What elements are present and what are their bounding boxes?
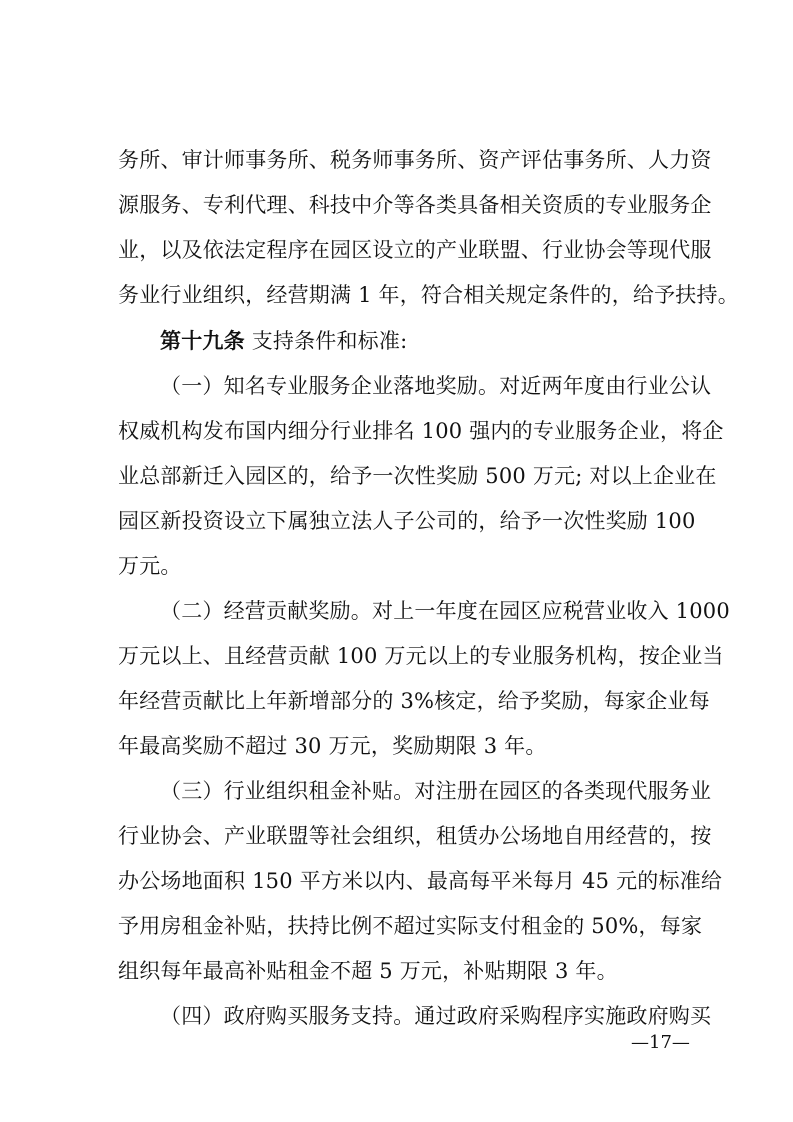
item3-line-3: 办公场地面积 150 平方米以内、最高每平米每月 45 元的标准给 xyxy=(118,869,723,893)
body-line-1: 务所、审计师事务所、税务师事务所、资产评估事务所、人力资 xyxy=(118,148,712,172)
body-line-4: 务业行业组织，经营期满 1 年，符合相关规定条件的，给予扶持。 xyxy=(118,283,739,307)
item3-line-1: （三）行业组织租金补贴。对注册在园区的各类现代服务业 xyxy=(160,779,712,803)
item2-line-4: 年最高奖励不超过 30 万元，奖励期限 3 年。 xyxy=(118,734,547,758)
item1-line-1: （一）知名专业服务企业落地奖励。对近两年度由行业公认 xyxy=(160,374,712,398)
item4-line-1: （四）政府购买服务支持。通过政府采购程序实施政府购买 xyxy=(160,1004,712,1028)
article-heading-line xyxy=(160,327,730,355)
item3-line-4: 予用房租金补贴，扶持比例不超过实际支付租金的 50%，每家 xyxy=(118,914,703,938)
body-line-3: 业，以及依法定程序在园区设立的产业联盟、行业协会等现代服 xyxy=(118,238,712,262)
item1-line-2: 权威机构发布国内细分行业排名 100 强内的专业服务企业，将企 xyxy=(118,419,724,443)
page-number: —17— xyxy=(631,1032,690,1053)
article-title: 支持条件和标准: xyxy=(244,329,408,353)
item1-line-5: 万元。 xyxy=(118,554,182,578)
body-line-2: 源服务、专利代理、科技中介等各类具备相关资质的专业服务企 xyxy=(118,193,712,217)
item2-line-2: 万元以上、且经营贡献 100 万元以上的专业服务机构，按企业当 xyxy=(118,644,724,668)
item3-line-2: 行业协会、产业联盟等社会组织，租赁办公场地自用经营的，按 xyxy=(118,824,712,848)
item2-line-1: （二）经营贡献奖励。对上一年度在园区应税营业收入 1000 xyxy=(160,599,730,623)
item2-line-3: 年经营贡献比上年新增部分的 3%核定，给予奖励，每家企业每 xyxy=(118,689,710,713)
article-number: 第十九条 xyxy=(160,328,245,353)
item3-line-5: 组织每年最高补贴租金不超 5 万元，补贴期限 3 年。 xyxy=(118,959,618,983)
item1-line-4: 园区新投资设立下属独立法人子公司的，给予一次性奖励 100 xyxy=(118,509,696,533)
item1-line-3: 业总部新迁入园区的，给予一次性奖励 500 万元; 对以上企业在 xyxy=(118,464,717,488)
